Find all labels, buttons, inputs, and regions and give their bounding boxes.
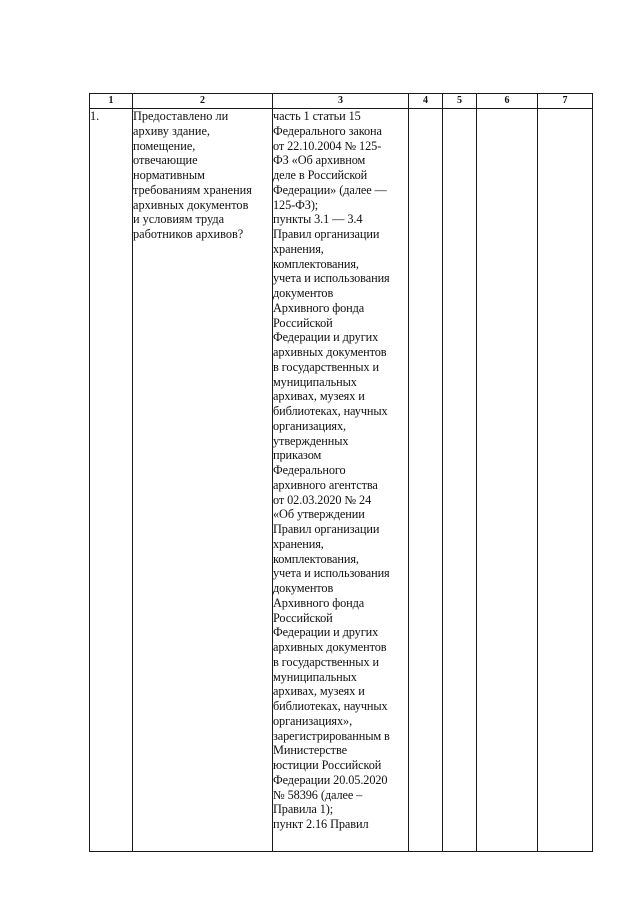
text-line: требованиям хранения [133,182,252,197]
text-line: архивных документов [133,197,249,212]
column-header-1: 1 [90,94,133,109]
text-line: Федерального закона [273,123,382,138]
legal-basis-text [273,109,408,832]
text-line: Федерального [273,463,346,477]
cell-col-7 [538,109,593,852]
text-line: № 58396 (далее – [273,787,363,802]
text-line: часть 1 статьи 15 [273,109,361,123]
column-header-5: 5 [443,94,477,109]
text-line: Архивного фонда [273,300,365,315]
text-line: Российской [273,610,333,625]
text-line: от 02.03.2020 № 24 [273,492,372,507]
text-line: отвечающие [133,153,198,168]
text-line: Министерстве [273,743,347,758]
text-line: «Об утверждении [273,507,365,522]
text-line: организациях», [273,713,353,728]
text-line: работников архивов? [133,227,244,241]
column-header-4: 4 [409,94,443,109]
text-line: 125-ФЗ); [273,197,319,212]
text-line: пункт 2.16 Правил [273,817,369,831]
text-line: ФЗ «Об архивном [273,153,366,168]
text-line: Федерации и других [273,625,379,640]
text-line: муниципальных [273,669,357,684]
text-line: Предоставлено ли [133,109,229,123]
text-line: учета и использования [273,566,390,581]
text-line: приказом [273,448,322,463]
text-line: хранения, [273,241,324,256]
text-line: помещение, [133,138,196,153]
header-row [90,94,593,109]
text-line: в государственных и [273,359,379,374]
text-line: документов [273,581,334,595]
text-line: муниципальных [273,374,357,389]
text-line: Федерации и других [273,330,379,345]
text-line: и условиям труда [133,212,225,227]
cell-col-6 [477,109,538,852]
text-line: архивах, музеях и [273,684,365,699]
text-line: Правил организации [273,522,380,536]
text-line: архивах, музеях и [273,389,365,404]
text-line: хранения, [273,536,324,551]
column-header-7: 7 [538,94,593,109]
text-line: Федерации 20.05.2020 [273,772,388,787]
row-number: 1. [90,109,133,852]
text-line: юстиции Российской [273,758,382,772]
text-line: от 22.10.2004 № 125- [273,138,382,153]
text-line: в государственных и [273,654,379,669]
column-header-6: 6 [477,94,538,109]
text-line: утвержденных [273,433,349,448]
text-line: Российской [273,315,333,330]
text-line: Правил организации [273,227,380,241]
text-line: комплектования, [273,551,359,566]
text-line: архивных документов [273,345,387,359]
column-header-3: 3 [273,94,409,109]
text-line: комплектования, [273,256,359,271]
text-line: библиотеках, научных [273,699,388,713]
cell-col-4 [409,109,443,852]
text-line: Правила 1); [273,802,334,817]
text-line: библиотеках, научных [273,404,388,418]
text-line: Архивного фонда [273,595,365,610]
text-line: архиву здание, [133,123,210,138]
table-row [90,109,593,852]
legal-basis [273,109,409,852]
text-line: архивного агентства [273,477,378,492]
checklist-table [89,93,593,852]
text-line: архивных документов [273,640,387,654]
text-line: учета и использования [273,271,390,286]
text-line: пункты 3.1 — 3.4 [273,212,363,227]
text-line: деле в Российской [273,168,368,182]
cell-col-5 [443,109,477,852]
text-line: зарегистрированным в [273,728,390,743]
text-line: документов [273,286,334,300]
text-line: нормативным [133,168,205,182]
requirement-question [133,109,273,852]
text-line: организациях, [273,418,347,433]
question-text [133,109,272,242]
column-header-2: 2 [133,94,273,109]
text-line: Федерации» (далее — [273,182,387,197]
